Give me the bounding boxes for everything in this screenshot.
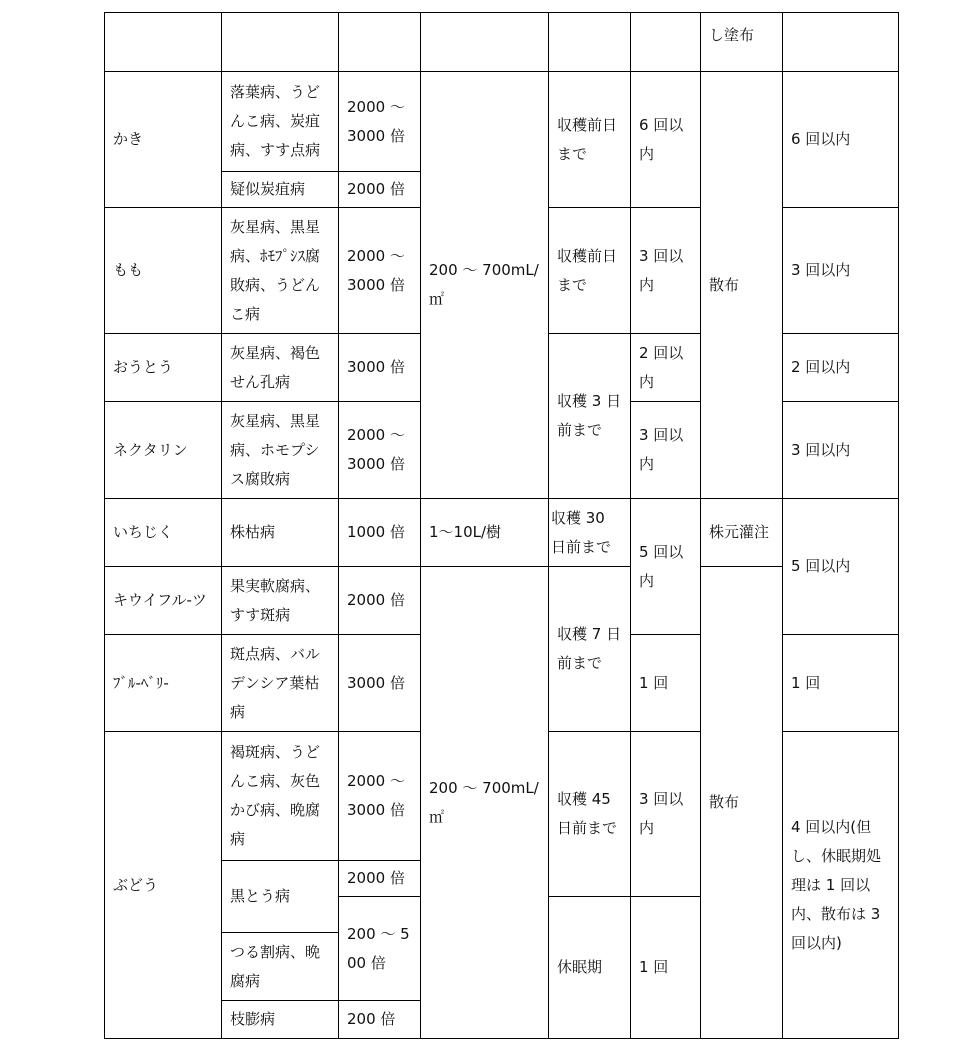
cell-text: 収穫 30 日前まで xyxy=(551,508,612,556)
crop-cell xyxy=(105,635,221,731)
cell-text: ネクタリン xyxy=(113,440,188,459)
dilution-cell xyxy=(339,499,420,566)
times-cell xyxy=(631,208,700,333)
crop-cell xyxy=(105,402,221,498)
method-cell xyxy=(701,499,782,566)
cell-text: 2000 ～ 3000 倍 xyxy=(347,426,405,473)
cell-text: 3 回以内 xyxy=(791,440,851,459)
disease-cell xyxy=(222,334,338,401)
disease-cell xyxy=(222,172,338,207)
dilution-cell xyxy=(339,172,420,207)
cell-text: し塗布 xyxy=(709,26,755,44)
total-cell xyxy=(783,72,898,207)
total-cell xyxy=(783,208,898,333)
cell-text: 3 回以内 xyxy=(791,261,851,279)
total-cell xyxy=(783,635,898,731)
timing-cell xyxy=(549,208,630,333)
times-cell xyxy=(631,72,700,207)
times-cell xyxy=(631,499,700,634)
cell-text: 2000 倍 xyxy=(347,591,405,609)
cell-text: 株元灌注 xyxy=(709,523,770,541)
dilution-cell xyxy=(339,732,420,860)
crop-cell xyxy=(105,732,221,1038)
dilution-cell xyxy=(339,402,420,498)
cell-text: 2000 ～ 3000 倍 xyxy=(347,772,405,819)
disease-cell xyxy=(222,499,338,566)
cell-text: いちじく xyxy=(113,523,174,541)
cell-text: おうとう xyxy=(113,358,174,376)
crop-cell xyxy=(105,208,221,333)
total-cell xyxy=(783,732,898,1038)
cell-text: 200 ～ 500 倍 xyxy=(347,924,410,972)
total-cell xyxy=(783,334,898,401)
cell-text: 200 ～ 700mL/㎡ xyxy=(429,261,539,308)
crop-cell xyxy=(105,499,221,566)
times-cell xyxy=(631,635,700,731)
dilution-cell xyxy=(339,567,420,634)
dilution-cell xyxy=(339,334,420,401)
cell-text: 灰星病、黒星病、ホモプシス腐敗病 xyxy=(230,411,321,488)
cell-text: 6 回以内 xyxy=(639,115,684,163)
cell-text: 収穫 45 日前まで xyxy=(557,790,618,837)
cell-text: 収穫前日まで xyxy=(557,115,618,163)
h-line xyxy=(104,1038,899,1039)
method-cell xyxy=(701,567,782,1038)
times-cell xyxy=(631,402,700,498)
cell-text: 黒とう病 xyxy=(230,887,291,905)
cell-text: 3 回以内 xyxy=(639,246,684,294)
disease-cell xyxy=(222,635,338,731)
times-cell xyxy=(631,732,700,896)
v-line xyxy=(898,12,899,1039)
cell-text: 散布 xyxy=(709,793,740,811)
cell-text: 3 回以内 xyxy=(639,426,684,473)
disease-cell xyxy=(222,567,338,634)
cell-text: 散布 xyxy=(709,275,740,294)
cell-text: 200 ～ 700mL/㎡ xyxy=(429,778,539,826)
cell-text: 灰星病、褐色せん孔病 xyxy=(230,343,321,391)
cell-text: 2 回以内 xyxy=(639,343,684,391)
dilution-cell xyxy=(339,1001,420,1038)
timing-cell xyxy=(549,499,630,566)
cell-text: 株枯病 xyxy=(230,523,276,541)
cell-text: 3000 倍 xyxy=(347,358,405,376)
crop-cell xyxy=(105,567,221,634)
dilution-cell xyxy=(339,72,420,171)
cell-text: 2000 ～ 3000 倍 xyxy=(347,97,405,145)
cell-text: 3 回以内 xyxy=(639,790,684,837)
timing-cell xyxy=(549,567,630,731)
disease-cell xyxy=(222,933,338,1000)
timing-cell xyxy=(549,334,630,498)
cell-text: ぶどう xyxy=(113,875,159,894)
cell-text: 5 回以内 xyxy=(639,542,684,590)
cell-text: キウイフル-ツ xyxy=(113,591,207,609)
crop-cell xyxy=(105,334,221,401)
cell-text: 休眠期 xyxy=(557,958,603,976)
disease-cell xyxy=(222,402,338,498)
cell-text: 2 回以内 xyxy=(791,358,851,376)
cell-text: つる割病、晩腐病 xyxy=(230,942,321,990)
cell-text: 果実軟腐病、すす斑病 xyxy=(230,576,321,624)
cell-text: かき xyxy=(113,130,144,148)
times-cell xyxy=(631,897,700,1038)
cell-text: 200 倍 xyxy=(347,1010,396,1028)
disease-cell xyxy=(222,732,338,860)
cell-text: 収穫 7 日前まで xyxy=(557,625,622,672)
cell-text: 斑点病、バルデンシア葉枯病 xyxy=(230,644,321,721)
cell-text: もも xyxy=(113,261,144,279)
cell-text: 1～10L/樹 xyxy=(429,523,502,541)
cell-text: 褐斑病、うどんこ病、灰色かび病、晩腐病 xyxy=(230,743,321,848)
cell-text: 4 回以内(但し、休眠期処理は 1 回以内、散布は 3 回以内) xyxy=(791,817,882,952)
cell-text: 2000 倍 xyxy=(347,180,405,198)
disease-cell xyxy=(222,208,338,333)
cell-text: 3000 倍 xyxy=(347,673,405,692)
crop-cell xyxy=(105,72,221,207)
cell-text: 落葉病、うどんこ病、炭疽病、すす点病 xyxy=(230,83,321,159)
disease-cell xyxy=(222,1001,338,1038)
cell-text: 1000 倍 xyxy=(347,523,405,541)
cell-text: 1 回 xyxy=(791,673,821,692)
cell-text: 1 回 xyxy=(639,958,669,976)
cell-text: 5 回以内 xyxy=(791,557,851,575)
timing-cell xyxy=(549,897,630,1038)
disease-cell xyxy=(222,861,338,932)
disease-cell xyxy=(222,72,338,171)
total-cell xyxy=(783,499,898,634)
cell-text: 収穫前日まで xyxy=(557,246,618,294)
dilution-cell xyxy=(339,861,420,896)
cell-text: 1 回 xyxy=(639,673,669,692)
cell-text: ﾌﾞﾙ-ﾍﾞﾘ- xyxy=(113,673,169,692)
cell-text: 6 回以内 xyxy=(791,130,851,148)
cell-text: 灰星病、黒星病、ﾎﾓﾌﾟｼｽ腐敗病、うどんこ病 xyxy=(230,217,321,323)
volume-cell xyxy=(421,72,548,498)
volume-cell xyxy=(421,567,548,1038)
dilution-cell xyxy=(339,897,420,1000)
volume-cell xyxy=(421,499,548,566)
method-cell xyxy=(701,13,782,71)
cell-text: 収穫 3 日前まで xyxy=(557,392,622,439)
cell-text: 2000 倍 xyxy=(347,869,405,887)
cell-text: 疑似炭疽病 xyxy=(230,180,306,198)
times-cell xyxy=(631,334,700,401)
timing-cell xyxy=(549,732,630,896)
cell-text: 2000 ～ 3000 倍 xyxy=(347,246,405,294)
cell-text: 枝膨病 xyxy=(230,1010,276,1028)
dilution-cell xyxy=(339,635,420,731)
dilution-cell xyxy=(339,208,420,333)
timing-cell xyxy=(549,72,630,207)
total-cell xyxy=(783,402,898,498)
method-cell xyxy=(701,72,782,498)
